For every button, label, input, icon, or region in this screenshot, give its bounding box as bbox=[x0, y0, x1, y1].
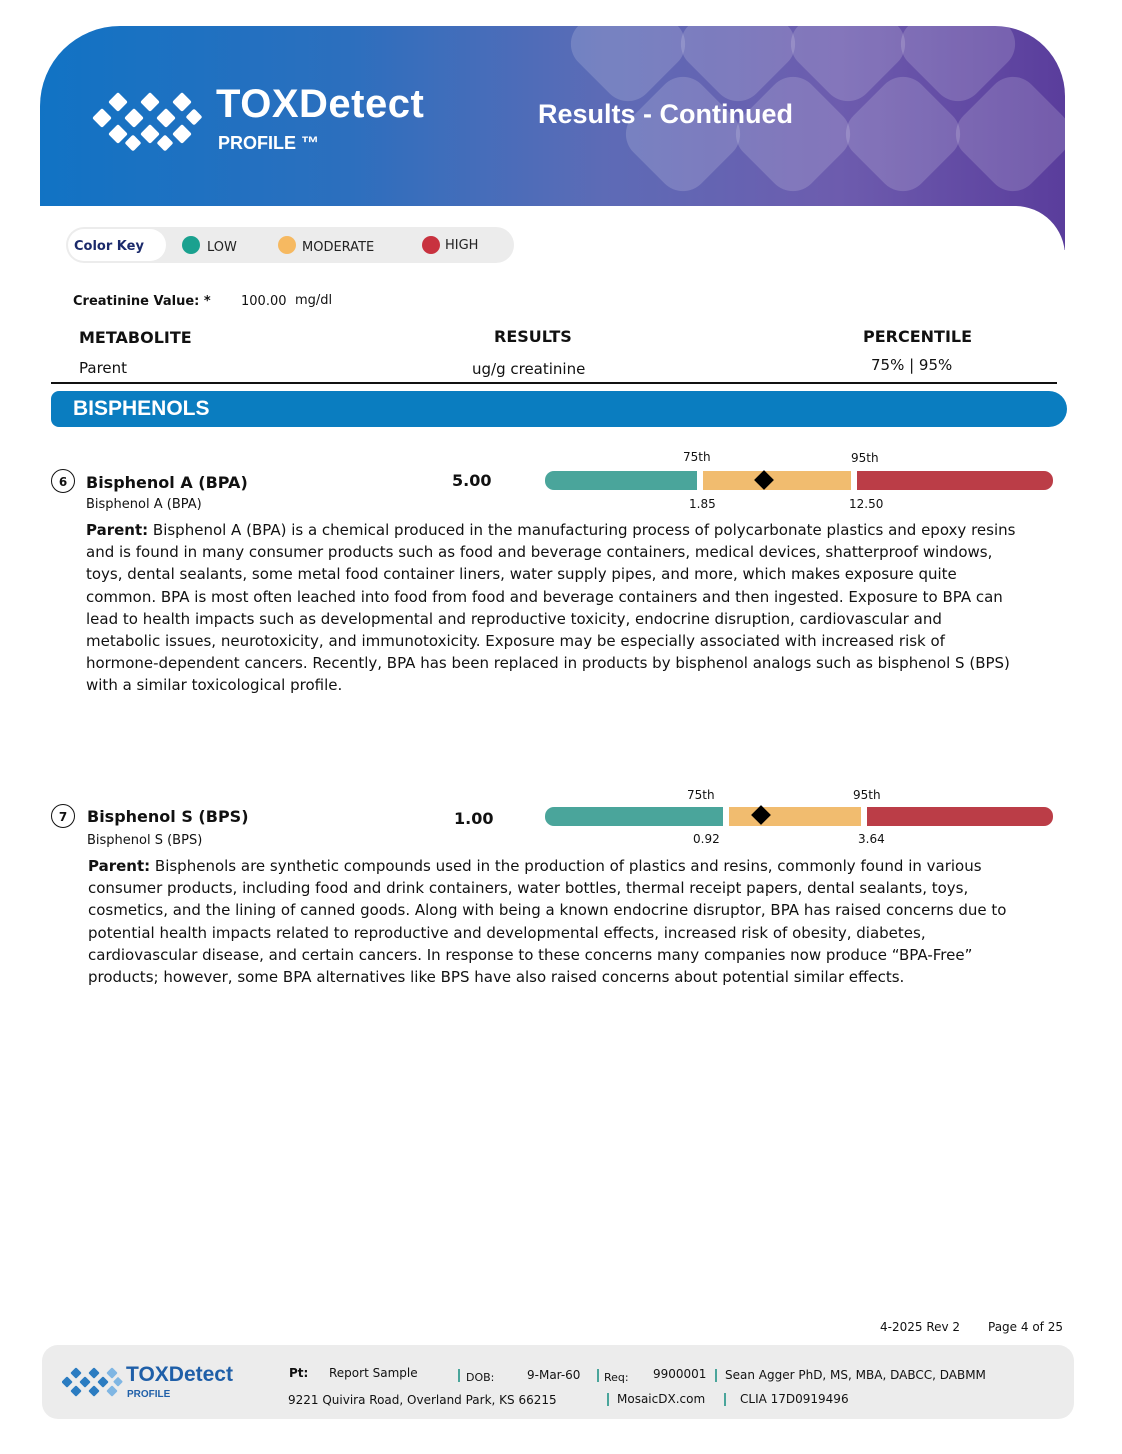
lab-address: 9221 Quivira Road, Overland Park, KS 66215 bbox=[288, 1393, 557, 1407]
page-title: Results - Continued bbox=[538, 99, 793, 129]
metabolite-number: 6 bbox=[51, 469, 75, 493]
range-low-bar bbox=[545, 471, 697, 490]
brand-subtitle: PROFILE ™ bbox=[218, 133, 320, 153]
range-moderate-bar bbox=[703, 471, 851, 490]
req-value: 9900001 bbox=[653, 1367, 707, 1381]
creatinine-value: 100.00 bbox=[241, 294, 287, 309]
lab-director: Sean Agger PhD, MS, MBA, DABCC, DABMM bbox=[725, 1368, 986, 1382]
percentile-75-value: 0.92 bbox=[693, 832, 720, 846]
revision-label: 4-2025 Rev 2 bbox=[880, 1320, 961, 1334]
column-percentile: PERCENTILE bbox=[863, 327, 973, 346]
footer-separator bbox=[597, 1369, 599, 1382]
percentile-75-label: 75th bbox=[683, 450, 711, 464]
page-number: Page 4 of 25 bbox=[988, 1320, 1063, 1334]
footer-brand-subtitle: PROFILE bbox=[127, 1389, 171, 1400]
creatinine-unit: mg/dl bbox=[295, 293, 333, 308]
metabolite-description bbox=[88, 855, 1008, 988]
footer-separator bbox=[458, 1369, 460, 1382]
description-text: Bisphenols are synthetic compounds used in the production of plastics and resins, commonly found in various consumer products, including food and drink containers, water bottles, thermal receipt papers, dental sealants, toys, cosmetics, and the lining of canned goods. Along with being a known endocrine disruptor, BPA has raised concerns due to potential health impacts related to reproductive and developmental effects, increased risk of obesity, diabetes, cardiovascular disease, and certain cancers. In response to these concerns many companies now produce “BPA-Free” products; however, some BPA alternatives like BPS have also raised concerns about potential similar effects. bbox=[88, 857, 1007, 987]
footer-logo-icon bbox=[62, 1366, 124, 1400]
metabolite-description bbox=[86, 519, 1016, 697]
metabolite-result: 5.00 bbox=[452, 471, 492, 490]
color-key-label: Color Key bbox=[74, 239, 144, 254]
footer-separator bbox=[724, 1393, 726, 1406]
metabolite-number: 7 bbox=[51, 804, 75, 828]
brand-name: TOXDetect bbox=[216, 82, 425, 126]
footer-separator bbox=[715, 1369, 717, 1382]
percentile-75-label: 75th bbox=[687, 788, 715, 802]
metabolite-name: Bisphenol S (BPS) bbox=[87, 807, 249, 826]
percentile-75-value: 1.85 bbox=[689, 497, 716, 511]
moderate-dot-icon bbox=[278, 236, 296, 254]
range-low-bar bbox=[545, 807, 723, 826]
percentile-95-label: 95th bbox=[851, 451, 879, 465]
subheader-parent: Parent bbox=[79, 359, 128, 377]
patient-value: Report Sample bbox=[329, 1366, 418, 1380]
website-link[interactable]: MosaicDX.com bbox=[617, 1392, 706, 1406]
footer-separator bbox=[607, 1393, 609, 1406]
low-dot-icon bbox=[182, 236, 200, 254]
dob-label: DOB: bbox=[466, 1371, 495, 1384]
column-results: RESULTS bbox=[494, 327, 572, 346]
high-dot-icon bbox=[422, 236, 440, 254]
metabolite-subname: Bisphenol A (BPA) bbox=[86, 497, 202, 512]
percentile-95-label: 95th bbox=[853, 788, 881, 802]
range-high-bar bbox=[867, 807, 1053, 826]
range-high-bar bbox=[857, 471, 1053, 490]
clia-number: CLIA 17D0919496 bbox=[740, 1392, 849, 1406]
description-label: Parent: bbox=[86, 521, 149, 539]
percentile-95-value: 12.50 bbox=[849, 497, 884, 511]
metabolite-name: Bisphenol A (BPA) bbox=[86, 473, 248, 492]
subheader-units: ug/g creatinine bbox=[472, 360, 586, 378]
patient-label: Pt: bbox=[289, 1366, 309, 1380]
creatinine-label: Creatinine Value: * bbox=[73, 294, 211, 309]
metabolite-result: 1.00 bbox=[454, 809, 494, 828]
description-text: Bisphenol A (BPA) is a chemical produced in the manufacturing process of polycarbonate plastics and epoxy resins and is found in many consumer products such as food and beverage containers, medical devices, shatterproof windows, toys, dental sealants, some metal food container liners, water supply pipes, and more, which makes exposure quite common. BPA is most often leached into food from food and beverage containers and then ingested. Exposure to BPA can lead to health impacts such as developmental and reproductive toxicity, endocrine disruption, cardiovascular and metabolic issues, neurotoxicity, and immunotoxicity. Exposure may be especially associated with increased risk of hormone-dependent cancers. Recently, BPA has been replaced in products by bisphenol analogs such as bisphenol S (BPS) with a similar toxicological profile. bbox=[86, 521, 1016, 695]
metabolite-subname: Bisphenol S (BPS) bbox=[87, 833, 203, 848]
section-title: BISPHENOLS bbox=[73, 397, 210, 420]
subheader-percentiles: 75% | 95% bbox=[871, 356, 953, 374]
color-key-moderate: MODERATE bbox=[302, 240, 375, 255]
range-moderate-bar bbox=[729, 807, 861, 826]
footer-brand-name: TOXDetect bbox=[126, 1363, 233, 1386]
dob-value: 9-Mar-60 bbox=[527, 1368, 581, 1382]
req-label: Req: bbox=[604, 1371, 629, 1384]
color-key-high: HIGH bbox=[445, 238, 479, 253]
description-label: Parent: bbox=[88, 857, 151, 875]
logo-icon bbox=[92, 88, 204, 154]
table-divider bbox=[51, 382, 1057, 384]
column-metabolite: METABOLITE bbox=[79, 328, 192, 347]
color-key-low: LOW bbox=[207, 240, 237, 255]
percentile-95-value: 3.64 bbox=[858, 832, 885, 846]
